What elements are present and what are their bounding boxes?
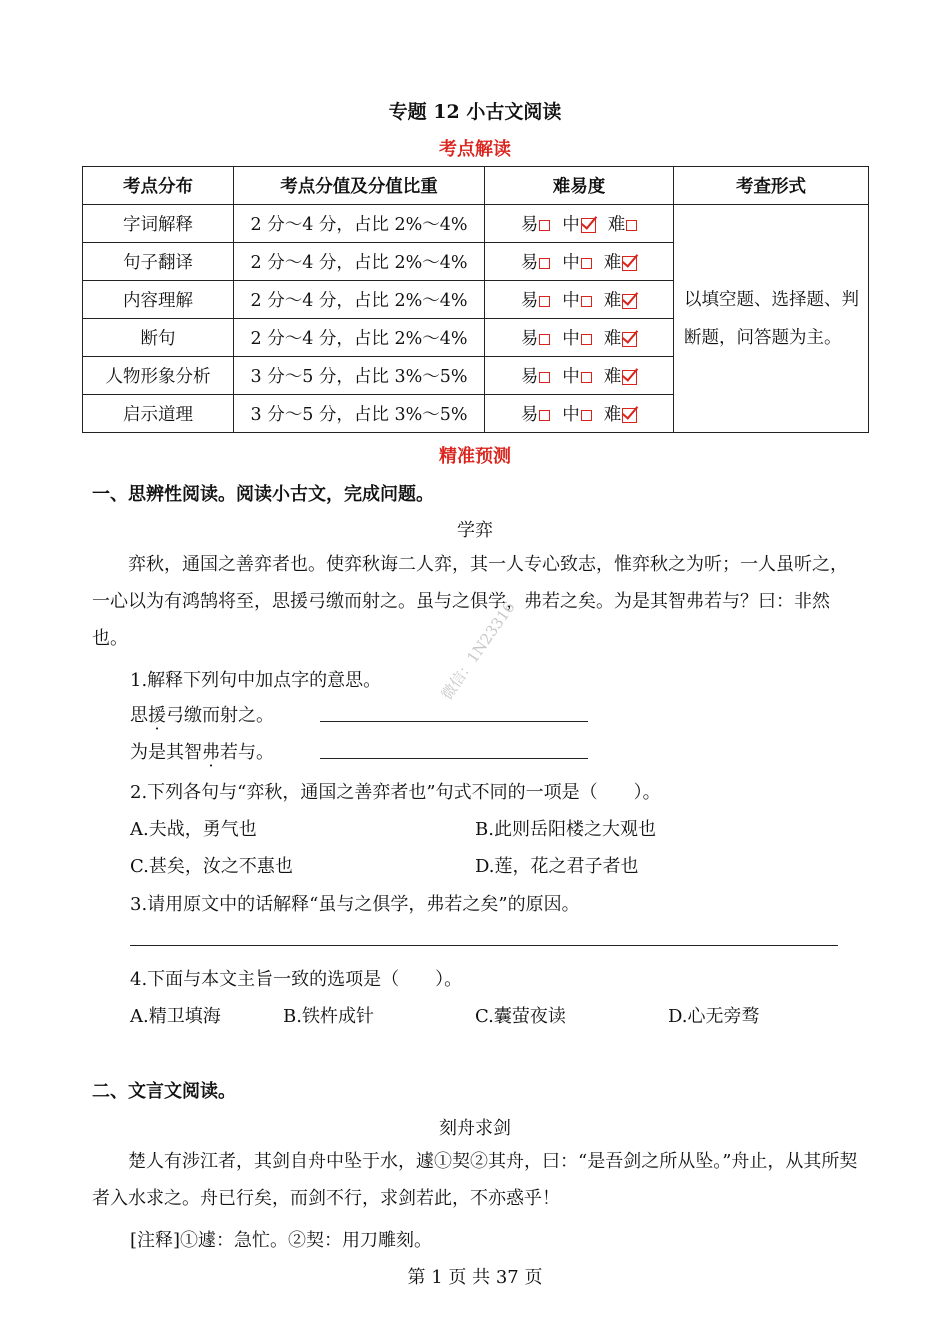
table-row	[83, 205, 869, 243]
difficulty-level	[604, 325, 638, 350]
checkbox-icon[interactable]	[626, 220, 637, 231]
q1b-blank[interactable]	[320, 738, 588, 759]
checkbox-icon[interactable]	[581, 334, 592, 345]
passage2-text: 楚人有涉江者，其剑自舟中坠于水，遽①契②其舟，曰：“是吾剑之所从坠。”舟止，从其所契者入水求之。舟已行矣，而剑不行，求剑若此，不亦惑乎！	[92, 1151, 858, 1209]
difficulty-label: 易	[520, 329, 539, 349]
row-difficulty	[485, 243, 674, 281]
row-difficulty	[485, 357, 674, 395]
checkbox-icon[interactable]	[581, 258, 592, 269]
difficulty-label: 中	[562, 329, 580, 349]
difficulty-level	[604, 249, 638, 274]
heading-yuce: 精准预测	[439, 446, 511, 467]
q2-option-b: B.此则岳阳楼之大观也	[475, 819, 656, 840]
difficulty-label: 难	[603, 367, 622, 387]
difficulty-label: 易	[520, 367, 539, 387]
difficulty-level	[608, 211, 638, 236]
exam-points-table	[82, 166, 869, 433]
difficulty-label: 难	[603, 253, 622, 273]
difficulty-label: 易	[520, 253, 539, 273]
section2-heading: 二、文言文阅读。	[92, 1081, 236, 1102]
difficulty-label: 中	[562, 253, 580, 273]
checkbox-icon[interactable]	[581, 372, 592, 383]
row-topic: 人物形象分析	[83, 357, 234, 395]
page-title: 专题 12 小古文阅读	[388, 101, 562, 123]
difficulty-level	[604, 401, 638, 426]
checked-checkbox-icon[interactable]	[622, 370, 637, 385]
table-header-row	[83, 167, 869, 205]
difficulty-level	[562, 249, 592, 274]
q1b	[130, 738, 274, 764]
q2-option-a: A.夫战，勇气也	[130, 819, 257, 840]
difficulty-level	[521, 401, 551, 426]
row-difficulty	[485, 395, 674, 433]
q3: 3.请用原文中的话解释“虽与之俱学，弗若之矣”的原因。	[130, 894, 580, 915]
row-score: 2 分～4 分，占比 2%～4%	[234, 205, 485, 243]
header-form: 考查形式	[674, 167, 869, 205]
difficulty-label: 中	[562, 367, 580, 387]
q2: 2.下列各句与“弈秋，通国之善弈者也”句式不同的一项是（ ）。	[130, 782, 661, 803]
row-topic: 字词解释	[83, 205, 234, 243]
checked-checkbox-icon[interactable]	[581, 218, 596, 233]
row-topic: 内容理解	[83, 281, 234, 319]
q4-option-b: B.铁杵成针	[283, 1006, 374, 1027]
watermark: 微信：1N23316	[437, 598, 519, 704]
difficulty-level	[521, 287, 551, 312]
difficulty-label: 难	[607, 215, 626, 235]
difficulty-label: 难	[603, 329, 622, 349]
header-score: 考点分值及分值比重	[234, 167, 485, 205]
difficulty-level	[562, 325, 592, 350]
dotted-char: 援	[148, 705, 166, 726]
difficulty-level	[562, 287, 592, 312]
heading-kaodian: 考点解读	[439, 139, 511, 160]
row-topic: 句子翻译	[83, 243, 234, 281]
q4-option-a: A.精卫填海	[130, 1006, 221, 1027]
checked-checkbox-icon[interactable]	[622, 408, 637, 423]
row-difficulty	[485, 319, 674, 357]
checkbox-icon[interactable]	[539, 372, 550, 383]
checked-checkbox-icon[interactable]	[622, 294, 637, 309]
q1a-blank[interactable]	[320, 701, 588, 722]
passage1-title: 学弈	[457, 520, 493, 541]
passage2-title: 刻舟求剑	[439, 1118, 511, 1139]
page-footer: 第 1 页 共 37 页	[407, 1267, 543, 1288]
header-topic: 考点分布	[83, 167, 234, 205]
form-cell: 以填空题、选择题、判断题，问答题为主。	[674, 205, 869, 433]
checkbox-icon[interactable]	[539, 334, 550, 345]
q4-option-d: D.心无旁骛	[668, 1006, 760, 1027]
row-score: 3 分～5 分，占比 3%～5%	[234, 395, 485, 433]
checkbox-icon[interactable]	[581, 296, 592, 307]
difficulty-level	[521, 325, 551, 350]
difficulty-level	[604, 363, 638, 388]
header-difficulty: 难易度	[485, 167, 674, 205]
row-topic: 断句	[83, 319, 234, 357]
q1: 1.解释下列句中加点字的意思。	[130, 670, 382, 691]
row-score: 2 分～4 分，占比 2%～4%	[234, 281, 485, 319]
difficulty-label: 中	[562, 291, 580, 311]
dotted-char: 弗	[202, 742, 220, 763]
passage1-text: 弈秋，通国之善弈者也。使弈秋诲二人弈，其一人专心致志，惟弈秋之为听；一人虽听之，一心以为有鸿鹄将至，思援弓缴而射之。虽与之俱学，弗若之矣。为是其智弗若与？曰：非然也。	[92, 554, 848, 649]
checkbox-icon[interactable]	[539, 410, 550, 421]
q3-answer-line[interactable]	[130, 945, 838, 946]
checkbox-icon[interactable]	[581, 410, 592, 421]
difficulty-label: 中	[562, 215, 580, 235]
difficulty-label: 易	[520, 215, 539, 235]
difficulty-level	[521, 211, 551, 236]
difficulty-label: 易	[520, 405, 539, 425]
q1a	[130, 701, 274, 727]
row-score: 2 分～4 分，占比 2%～4%	[234, 243, 485, 281]
difficulty-level	[521, 249, 551, 274]
checkbox-icon[interactable]	[539, 220, 550, 231]
checkbox-icon[interactable]	[539, 258, 550, 269]
difficulty-label: 易	[520, 291, 539, 311]
row-difficulty	[485, 205, 674, 243]
difficulty-level	[604, 287, 638, 312]
difficulty-level	[521, 363, 551, 388]
checkbox-icon[interactable]	[539, 296, 550, 307]
row-score: 3 分～5 分，占比 3%～5%	[234, 357, 485, 395]
q4: 4.下面与本文主旨一致的选项是（ ）。	[130, 969, 463, 990]
q4-option-c: C.囊萤夜读	[475, 1006, 566, 1027]
difficulty-label: 中	[562, 405, 580, 425]
q1b-text: 为是其智弗若与。	[130, 742, 274, 763]
q2-option-d: D.莲，花之君子者也	[475, 856, 639, 877]
difficulty-level	[562, 211, 596, 236]
q1a-text: 思援弓缴而射之。	[130, 705, 274, 726]
checked-checkbox-icon[interactable]	[622, 332, 637, 347]
row-score: 2 分～4 分，占比 2%～4%	[234, 319, 485, 357]
difficulty-label: 难	[603, 405, 622, 425]
difficulty-level	[562, 363, 592, 388]
passage2-note: [注释]①遽：急忙。②契：用刀雕刻。	[130, 1230, 433, 1251]
section1-heading: 一、思辨性阅读。阅读小古文，完成问题。	[92, 484, 434, 505]
row-topic: 启示道理	[83, 395, 234, 433]
difficulty-level	[562, 401, 592, 426]
q2-option-c: C.甚矣，汝之不惠也	[130, 856, 293, 877]
row-difficulty	[485, 281, 674, 319]
difficulty-label: 难	[603, 291, 622, 311]
checked-checkbox-icon[interactable]	[622, 256, 637, 271]
